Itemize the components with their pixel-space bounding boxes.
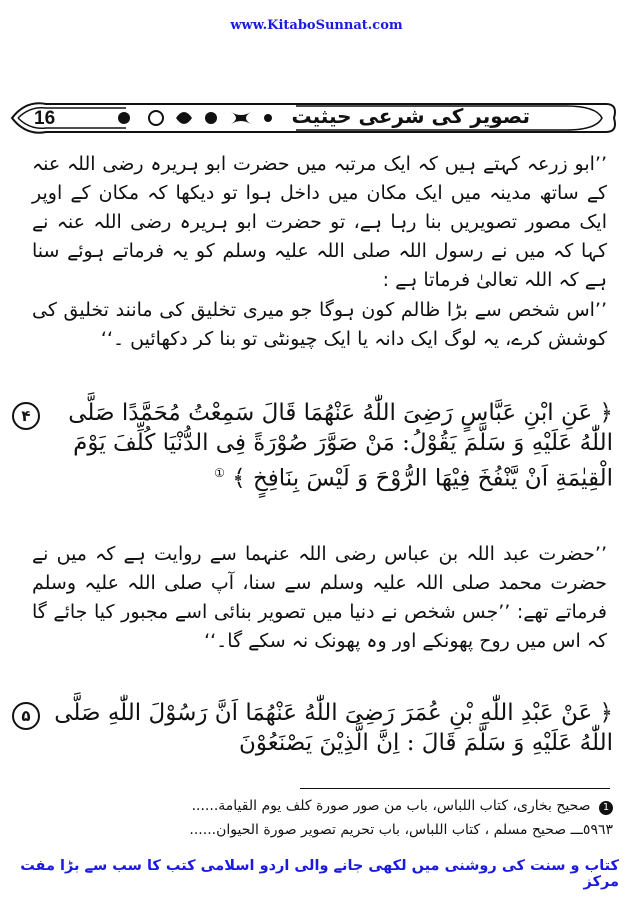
site-url[interactable]: www.KitaboSunnat.com	[230, 18, 403, 33]
page-header	[6, 92, 620, 144]
hadith-5-arabic: ﴿ عَنْ عَبْدِ اللّٰهِ بْنِ عُمَرَ رَضِیَ اللّٰهُ عَنْهُمَا اَنَّ رَسُوْلَ اللّٰهِ صَلَّی اللّٰهُ عَلَيْهِ وَ سَلَّمَ قَالَ : اِنَّ الَّذِيْنَ يَصْنَعُوْنَ	[54, 700, 613, 756]
urdu-paragraph-1: ’’ابو زرعہ کہتے ہیں کہ ایک مرتبہ میں حضرت ابو ہریرہ رضی اللہ عنہ کے ساتھ مدینہ میں ایک مکان میں داخل ہوا تو دیکھا کہ مکان کے اوپر ایک مصور تصویریں بنا رہا ہے، تو حضرت ابو ہریرہ رضی اللہ عنہ نے کہا کہ میں نے رسول اللہ صلی اللہ علیہ وسلم کو یہ فرماتے ہوئے سنا ہے کہ اللہ تعالیٰ فرماتا ہے :	[32, 153, 607, 291]
page-number: 16	[34, 108, 56, 129]
footnote-2: ٥٩٦٣ـــ صحيح مسلم ، كتاب اللباس، باب تحريم تصوير صورة الحيوان......	[189, 822, 613, 838]
footnote-1	[192, 798, 613, 815]
footnote-ref-1: ①	[214, 466, 225, 480]
footnote-1-text: صحيح بخاری، كتاب اللباس، باب من صور صورة كلف يوم القيامة......	[191, 798, 591, 814]
chapter-title: تصویر کی شرعی حیثیت	[291, 104, 530, 128]
hadith-number-4: ۴	[12, 402, 40, 430]
hadith-4-arabic	[50, 398, 613, 494]
footnote-marker: 1	[599, 801, 613, 815]
urdu-paragraph-3: ’’حضرت عبد اللہ بن عباس رضی اللہ عنہما سے روایت ہے کہ میں نے حضرت محمد صلی اللہ علیہ وسلم سے سنا، آپ صلی اللہ علیہ وسلم فرماتے تھے: ’’جس شخص نے دنیا میں تصویر بنائی اسے مجبور کیا جائے گا کہ اس میں روح پھونکے اور وہ پھونک نہ سکے گا۔‘‘	[32, 543, 607, 652]
hadith-4-text: ﴿ عَنِ ابْنِ عَبَّاسٍ رَضِیَ اللّٰهُ عَنْهُمَا قَالَ سَمِعْتُ مُحَمَّدًا صَلَّی اللّٰهُ عَلَيْهِ وَ سَلَّمَ يَقُوْلُ: مَنْ صَوَّرَ صُوْرَةً فِی الدُّنْيَا كُلِّفَ يَوْمَ الْقِيٰمَةِ اَنْ يَّنْفُخَ فِيْهَا الرُّوْحَ وَ لَيْسَ بِنَافِخٍ ﴾	[68, 400, 613, 492]
urdu-paragraph-2: ’’اس شخص سے بڑا ظالم کون ہوگا جو میری تخلیق کی مانند تخلیق کی کوشش کرے، یہ لوگ ایک دانہ یا ایک چیونٹی تو بنا کر دکھائیں ۔‘‘	[32, 299, 607, 350]
hadith-number-5: ۵	[12, 702, 40, 730]
footnote-divider	[300, 788, 610, 789]
bottom-banner-link[interactable]: کتاب و سنت کی روشنی میں لکھی جانے والی اردو اسلامی کتب کا سب سے بڑا مفت مرکز	[20, 858, 619, 890]
